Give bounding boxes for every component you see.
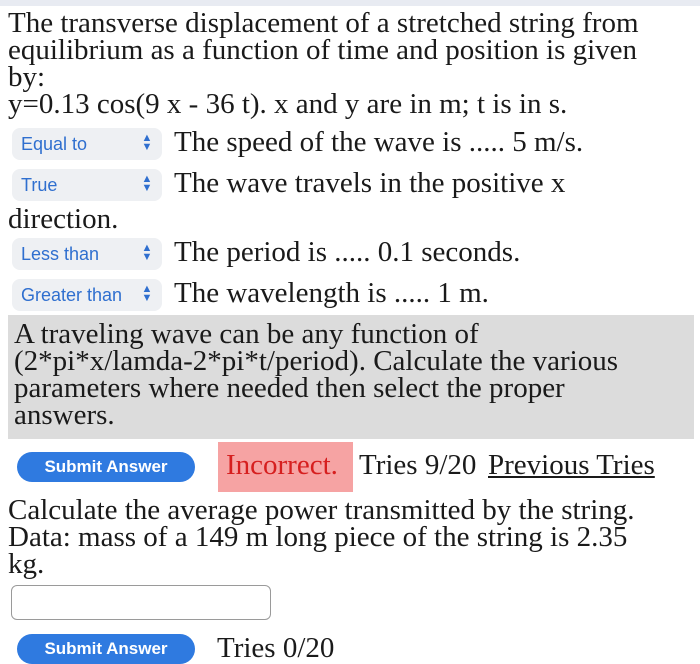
feedback-badge: Incorrect. xyxy=(218,442,353,492)
statement-4: The wavelength is ..... 1 m. xyxy=(174,277,489,309)
hint-line: (2*pi*x/lamda-2*pi*t/period). Calculate the various xyxy=(14,345,619,377)
statement-1: The speed of the wave is ..... 5 m/s. xyxy=(174,126,584,158)
previous-tries-link[interactable]: Previous Tries xyxy=(488,449,655,481)
select-value: Less than xyxy=(21,243,100,264)
chevron-up-down-icon: ▲ ▼ xyxy=(141,132,153,153)
question-text-line: kg. xyxy=(8,548,45,580)
answer-input[interactable] xyxy=(11,585,271,620)
hint-line: parameters where needed then select the proper xyxy=(14,372,565,404)
statement-2: The wave travels in the positive x xyxy=(174,167,566,199)
chevron-up-down-icon: ▲ ▼ xyxy=(141,173,153,194)
top-divider xyxy=(0,0,700,6)
hint-line: answers. xyxy=(14,399,115,431)
question-text-line: equilibrium as a function of time and position is given xyxy=(8,34,638,66)
tries-counter: Tries 9/20 xyxy=(359,449,477,481)
question-text-line: The transverse displacement of a stretched string from xyxy=(8,7,639,39)
submit-answer-button[interactable]: Submit Answer xyxy=(17,452,195,482)
chevron-up-down-icon: ▲ ▼ xyxy=(141,283,153,304)
question-text-line: Data: mass of a 149 m long piece of the string is 2.35 xyxy=(8,521,628,553)
question-text-line: y=0.13 cos(9 x - 36 t). x and y are in m; t is in s. xyxy=(8,88,568,120)
hint-box xyxy=(8,315,694,439)
question-text-line: Calculate the average power transmitted by the string. xyxy=(8,494,635,526)
answer-select-2[interactable] xyxy=(12,169,162,201)
statement-2-continuation: direction. xyxy=(8,203,119,235)
answer-select-1[interactable] xyxy=(12,128,162,160)
select-value: Greater than xyxy=(21,284,123,305)
question-2-text xyxy=(8,494,698,580)
select-value: Equal to xyxy=(21,133,88,154)
submit-answer-button-2[interactable]: Submit Answer xyxy=(17,634,195,664)
chevron-up-down-icon: ▲ ▼ xyxy=(141,242,153,263)
answer-select-3[interactable] xyxy=(12,238,162,270)
question-text-line: by: xyxy=(8,61,46,93)
select-value: True xyxy=(21,174,58,195)
question-1-text xyxy=(8,7,688,120)
tries-counter-2: Tries 0/20 xyxy=(217,632,335,664)
answer-select-4[interactable] xyxy=(12,279,162,311)
hint-line: A traveling wave can be any function of xyxy=(14,318,479,350)
statement-3: The period is ..... 0.1 seconds. xyxy=(174,236,521,268)
